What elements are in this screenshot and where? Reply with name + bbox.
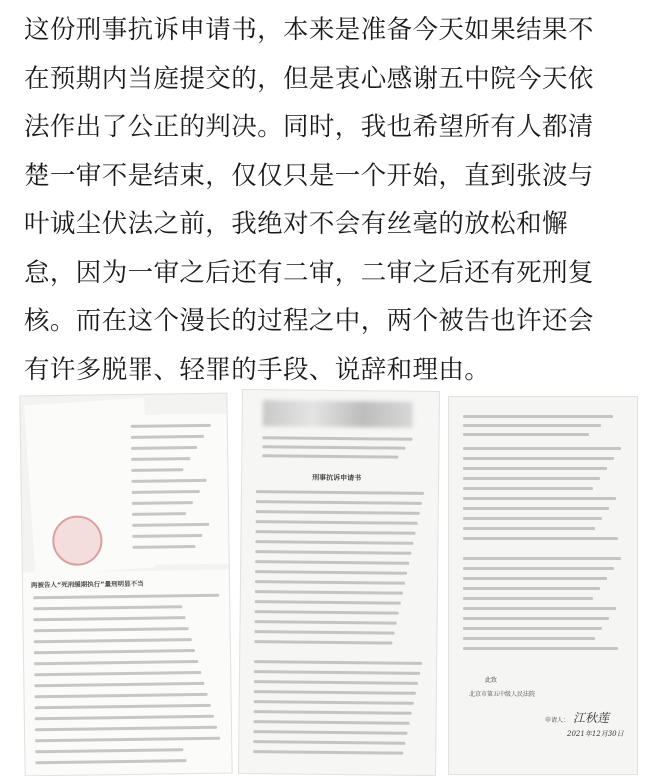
image-gallery [0, 388, 653, 773]
blurred-text-line [256, 500, 422, 505]
document-photo-left[interactable] [19, 393, 232, 776]
document-photo-middle[interactable] [238, 389, 440, 776]
blurred-text-line [255, 600, 401, 605]
post-text-line: 核。而在这个漫长的过程之中，两个被告也许还会 [24, 306, 594, 336]
blurred-text-line [255, 580, 405, 585]
court-name: 北京市第五中级人民法院 [469, 691, 536, 698]
blurred-text-line [463, 447, 621, 450]
blurred-text-line [463, 457, 614, 460]
blurred-text-line [256, 520, 418, 525]
blurred-text-line [253, 750, 403, 755]
blurred-text-line [254, 690, 416, 695]
blurred-text-line [254, 630, 394, 634]
blurred-text-line [463, 587, 600, 590]
blurred-text-line [255, 560, 409, 565]
blurred-text-line [254, 720, 410, 725]
blurred-text-line [262, 436, 412, 441]
blurred-text-line [463, 517, 602, 520]
handwritten-date: 2021年12月30日 [567, 730, 624, 738]
blurred-text-line [254, 700, 414, 705]
applicant-label: 申请人： [545, 717, 570, 724]
post-text-line: 法作出了公正的判决。同时，我也希望所有人都清 [24, 112, 594, 142]
document-text-lines [243, 390, 439, 392]
blurred-text-line [463, 617, 609, 620]
blurred-text-line [262, 445, 405, 449]
document-photo-right[interactable] [448, 396, 638, 775]
blurred-text-line [463, 433, 589, 436]
blurred-text-line [463, 527, 595, 530]
blurred-text-line [463, 424, 601, 427]
post-text-line: 叶诚尘伏法之前，我绝对不会有丝毫的放松和懈 [24, 209, 568, 239]
blurred-text-line [463, 627, 602, 630]
blurred-text-line [463, 415, 613, 418]
document-heading: 两被告人“死刑缓期执行”量刑明显不当 [30, 579, 144, 590]
blurred-text-line [254, 670, 420, 675]
blurred-text-line [463, 497, 616, 500]
blurred-text-line [253, 730, 407, 735]
blurred-text-line [254, 710, 412, 715]
post-text-line: 在预期内当庭提交的，但是衷心感谢五中院今天依 [24, 63, 594, 94]
post-text-line: 有许多脱罪、轻罪的手段、说辞和理由。 [24, 354, 491, 385]
addressee-label: 此致 [485, 677, 498, 684]
blurred-text-line [255, 620, 397, 624]
blurred-text-line [463, 557, 621, 560]
blurred-text-line [254, 660, 422, 665]
document-heading: 刑事抗诉申请书 [312, 473, 362, 483]
blurred-text-line [255, 610, 399, 615]
blurred-text-line [253, 740, 405, 745]
blurred-text-line [463, 507, 609, 510]
post-text-line: 这份刑事抗诉申请书，本来是准备今天如果结果不 [24, 15, 594, 45]
blurred-text-line [463, 537, 618, 540]
blurred-text-line [254, 680, 418, 685]
post-text-line: 怠，因为一审之后还有二审，二审之后还有死刑复 [24, 257, 594, 288]
blurred-text-line [262, 454, 398, 458]
blurred-text-line [255, 590, 403, 595]
blurred-text-line [463, 637, 595, 640]
blurred-text-line [463, 597, 593, 600]
blurred-text-line [256, 510, 420, 515]
blurred-text-line [463, 607, 616, 610]
blurred-text-line [463, 487, 593, 490]
blurred-text-line [255, 540, 413, 545]
blurred-header [263, 400, 413, 428]
document-text-lines [20, 394, 226, 397]
handwritten-signature: 江秋莲 [573, 711, 610, 725]
blurred-text-line [255, 550, 411, 555]
blurred-text-line [254, 640, 392, 644]
blurred-text-line [463, 647, 618, 650]
blurred-text-line [463, 467, 607, 470]
blurred-text-line [256, 490, 424, 495]
blurred-text-line [463, 477, 600, 480]
blurred-text-line [255, 570, 407, 575]
blurred-text-line [256, 530, 416, 535]
blurred-text-line [463, 577, 607, 580]
post-text-line: 楚一审不是结束，仅仅只是一个开始，直到张波与 [24, 160, 594, 191]
post-text [24, 6, 644, 394]
blurred-text-line [463, 567, 614, 570]
